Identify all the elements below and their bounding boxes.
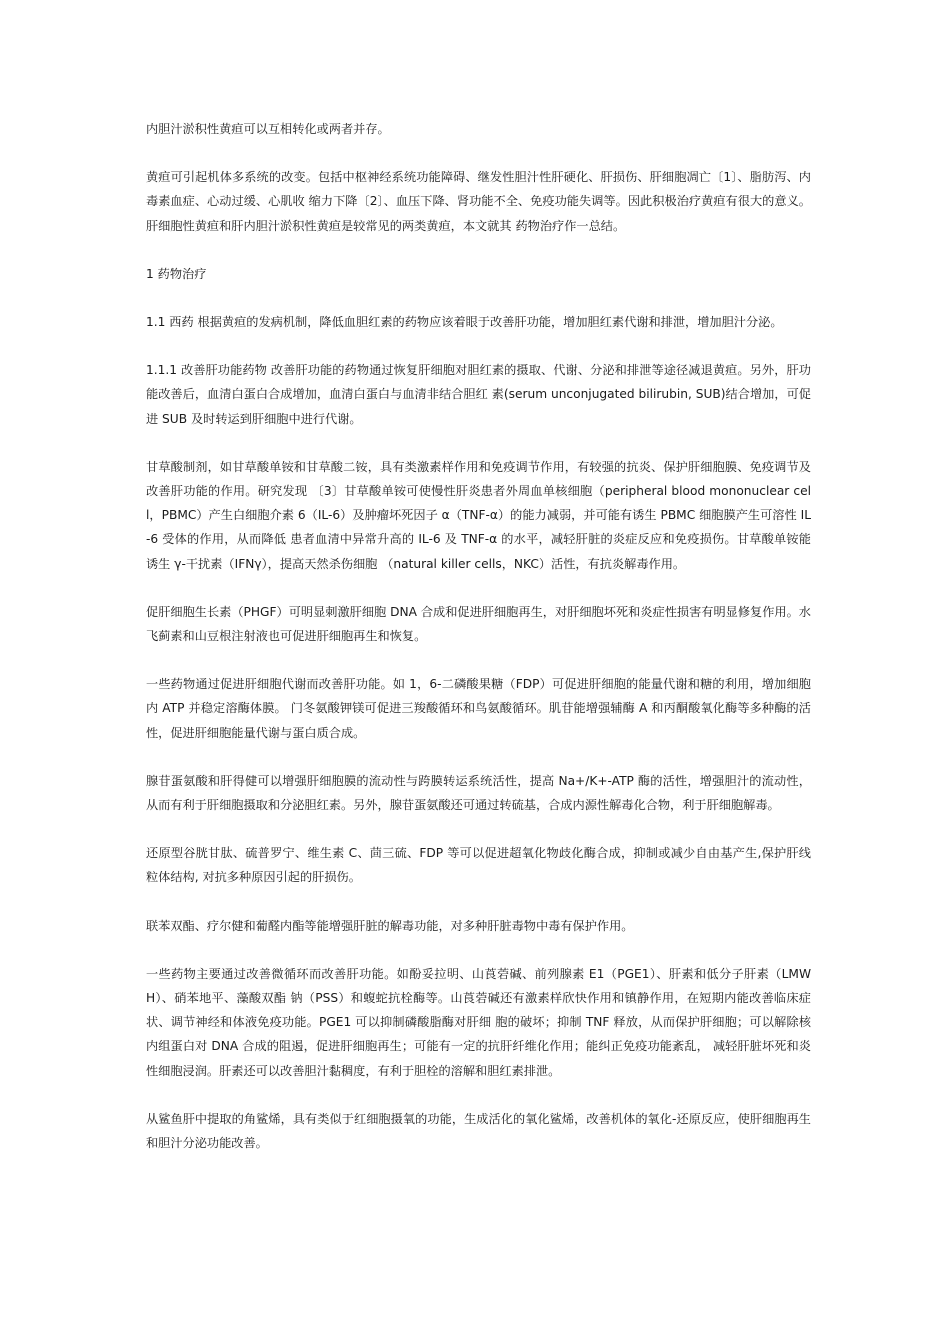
paragraph-squalene: 从鲨鱼肝中提取的角鲨烯，具有类似于红细胞摄氧的功能，生成活化的氧化鲨烯，改善机体的氧化-还原反应，使肝细胞再生和胆汁分泌功能改善。	[146, 1111, 811, 1151]
paragraph-glycyrrhizin: 甘草酸制剂，如甘草酸单铵和甘草酸二铵，具有类激素样作用和免疫调节作用，有较强的抗炎、保护肝细胞膜、免疫调节及改善肝功能的作用。研究发现 〔3〕甘草酸单铵可使慢性肝炎患者外周血单核细胞（peripheral blood mononuclear cell，PBMC）产生白细胞介素 6（IL-6）及肿瘤坏死因子 α（TNF-α）的能力减弱，并可能有诱生 PBMC 细胞膜产生可溶性 IL-6 受体的作用，从而降低 患者血清中异常升高的 IL-6 及 TNF-α 的水平，减轻肝脏的炎症反应和免疫损伤。甘草酸单铵能诱生 γ-干扰素（IFNγ），提高天然杀伤细胞 （natural killer cells，NKC）活性，有抗炎解毒作用。	[146, 459, 811, 571]
paragraph-microcirculation-drugs: 一些药物主要通过改善微循环而改善肝功能。如酚妥拉明、山莨菪碱、前列腺素 E1（PGE1）、肝素和低分子肝素（LMWH）、硝苯地平、藻酸双酯 钠（PSS）和蝮蛇抗栓酶等。山莨菪碱还有激素样欣快作用和镇静作用，在短期内能改善临床症状、调节神经和体液免疫功能。PGE1 可以抑制磷酸脂酶对肝细 胞的破坏；抑制 TNF 释放，从而保护肝细胞；可以解除核内组蛋白对 DNA 合成的阻遏，促进肝细胞再生；可能有一定的抗肝纤维化作用；能纠正免疫功能紊乱， 减轻肝脏坏死和炎性细胞浸润。肝素还可以改善胆汁黏稠度，有利于胆栓的溶解和胆红素排泄。	[146, 966, 811, 1078]
document-body	[146, 117, 811, 1155]
subsection-western-medicine: 1.1 西药 根据黄疸的发病机制，降低血胆红素的药物应该着眼于改善肝功能，增加胆红素代谢和排泄，增加胆汁分泌。	[146, 315, 783, 330]
section-heading-drug-therapy: 1 药物治疗	[146, 266, 207, 281]
paragraph-metabolism-drugs: 一些药物通过促进肝细胞代谢而改善肝功能。如 1，6-二磷酸果糖（FDP）可促进肝细胞的能量代谢和糖的利用，增加细胞内 ATP 并稳定溶酶体膜。 门冬氨酸钾镁可促进三羧酸循环和鸟氨酸循环。肌苷能增强辅酶 A 和丙酮酸氧化酶等多种酶的活性，促进肝细胞能量代谢与蛋白质合成。	[146, 677, 811, 740]
paragraph-intro-continuation: 内胆汁淤积性黄疸可以互相转化或两者并存。	[146, 122, 390, 136]
subsection-liver-function-drugs: 1.1.1 改善肝功能药物 改善肝功能的药物通过恢复肝细胞对胆红素的摄取、代谢、分泌和排泄等途径减退黄疸。另外，肝功能改善后，血清白蛋白合成增加，血清白蛋白与血清非结合胆红 素(serum unconjugated bilirubin, SUB)结合增加，可促进 SUB 及时转运到肝细胞中进行代谢。	[146, 363, 811, 426]
paragraph-detox-drugs: 联苯双酯、疗尔健和葡醛内酯等能增强肝脏的解毒功能，对多种肝脏毒物中毒有保护作用。	[146, 918, 634, 933]
paragraph-glutathione: 还原型谷胱甘肽、硫普罗宁、维生素 C、茴三硫、FDP 等可以促进超氧化物歧化酶合成，抑制或减少自由基产生,保护肝线粒体结构, 对抗多种原因引起的肝损伤。	[146, 846, 811, 885]
paragraph-phgf: 促肝细胞生长素（PHGF）可明显刺激肝细胞 DNA 合成和促进肝细胞再生，对肝细胞坏死和炎症性损害有明显修复作用。水飞蓟素和山豆根注射液也可促进肝细胞再生和恢复。	[146, 604, 811, 644]
paragraph-jaundice-effects: 黄疸可引起机体多系统的改变。包括中枢神经系统功能障碍、继发性胆汁性肝硬化、肝损伤、肝细胞凋亡〔1〕、脂肪泻、内毒素血症、心动过缓、心肌收 缩力下降〔2〕、血压下降、肾功能不全、免疫功能失调等。因此积极治疗黄疸有很大的意义。肝细胞性黄疸和肝内胆汁淤积性黄疸是较常见的两类黄疸，本文就其 药物治疗作一总结。	[146, 170, 811, 233]
paragraph-ademetionine: 腺苷蛋氨酸和肝得健可以增强肝细胞膜的流动性与跨膜转运系统活性，提高 Na+/K+-ATP 酶的活性，增强胆汁的流动性，从而有利于肝细胞摄取和分泌胆红素。另外，腺苷蛋氨酸还可通过转硫基，合成内源性解毒化合物，利于肝细胞解毒。	[146, 773, 811, 813]
